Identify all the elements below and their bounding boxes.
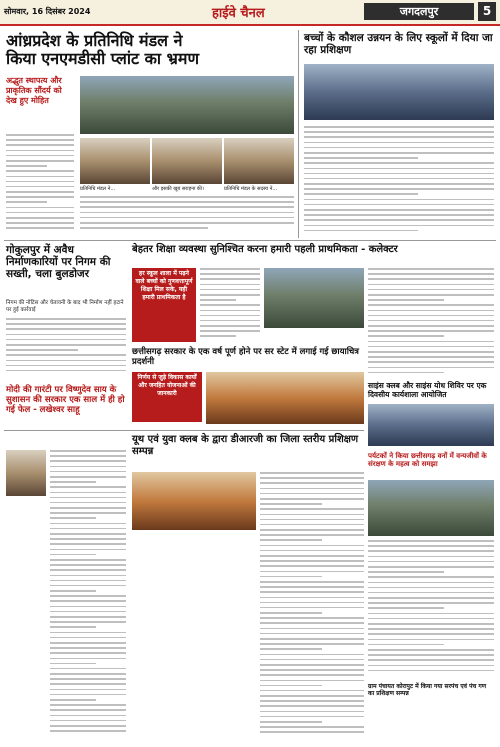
highlight-exhibition: निर्णय से जुड़े विकास कार्यों और जनहित योजनाओं की जानकारी <box>132 372 202 422</box>
headline-science: साइंस क्लब और साइंस योध शिविर पर एक दिवसीय कार्यशाला आयोजित <box>368 381 487 399</box>
headline-gokulpur: गोकुलपुर में अवैध निर्माणकारियों पर निगम की सख्ती, चला बुलडोजर <box>6 244 111 281</box>
headline-collector: बेहतर शिक्षा व्यवस्था सुनिश्चित करना हमारी पहली प्राथमिकता - कलेक्टर <box>132 244 398 255</box>
article-text-nmdc-1 <box>6 134 74 234</box>
page-header <box>0 0 500 26</box>
article-text-tourists <box>368 540 494 680</box>
newspaper-name: हाईवे चैनल <box>212 6 265 21</box>
article-text-youth-club <box>260 472 364 740</box>
headline-nmdc-line2: किया एनएमडीसी प्लांट का भ्रमण <box>6 49 200 69</box>
article-text-skills <box>304 126 494 236</box>
horizontal-rule-2 <box>4 430 364 431</box>
city-banner: जगदलपुर <box>364 3 474 20</box>
headline-nmdc-line1: आंध्रप्रदेश के प्रतिनिधि मंडल ने <box>6 31 183 50</box>
headline-tourists: पर्यटकों ने किया छत्तीसगढ़ वनों में वन्यजीवों के संरक्षण के महत्व को समझा <box>368 452 487 469</box>
kicker-nmdc: अद्भुत स्थापत्य और प्राकृतिक सौंदर्य को देख हुए मोहित <box>6 76 62 105</box>
photo-science <box>368 404 494 446</box>
photo-youth-club <box>132 472 256 530</box>
caption-nmdc-right: प्रतिनिधि मंडल के सदस्य ने... <box>224 186 278 192</box>
article-text-nmdc-2 <box>80 196 294 236</box>
pullquote-collector: हर स्कूल शाला में पढ़ने वाले बच्चों को गुणवत्तापूर्ण शिक्षा मिल सके, यही हमारी प्राथमिकता है <box>132 268 196 342</box>
photo-plant-3 <box>224 138 294 184</box>
caption-nmdc-left: प्रतिनिधि मंडल ने... <box>80 186 116 192</box>
caption-nmdc-mid: और इसकी खूब सराहना की। <box>152 186 204 192</box>
photo-collector <box>264 268 364 328</box>
article-text-lakheshwar <box>50 450 126 740</box>
photo-tourists <box>368 480 494 536</box>
photo-delegation <box>80 76 294 134</box>
headline-skills: बच्चों के कौशल उन्नयन के लिए स्कूलों में दिया जा रहा प्रशिक्षण <box>304 32 493 57</box>
column-divider <box>298 30 299 238</box>
headline-lakheshwar: मोदी की गारंटी पर विष्णुदेव साय के सुशासन की सरकार एक साल में ही हो गई फेल - लखेश्वर साहू <box>6 385 125 415</box>
edition-date: सोमवार, 16 दिसंबर 2024 <box>4 7 91 16</box>
article-text-collector-1 <box>200 268 260 342</box>
headline-exhibition: छत्तीसगढ़ सरकार के एक वर्ष पूर्ण होने पर सर स्टेट में लगाई गई छायाचित्र प्रदर्शनी <box>132 347 360 367</box>
photo-exhibition <box>206 372 364 424</box>
photo-students <box>304 64 494 120</box>
photo-lakheshwar <box>6 450 46 496</box>
page-number: 5 <box>478 2 496 21</box>
headline-panchayat-training: ग्राम पंचायत कोरापुट में किया गया सरपंच एवं पंच गण का प्रशिक्षण सम्पन्न <box>368 683 487 697</box>
subhead-gokulpur: निगम की नोटिस और चेतावनी के बाद भी निर्माण नहीं हटाने पर हुई कार्रवाई <box>6 300 124 313</box>
photo-plant-1 <box>80 138 150 184</box>
headline-nmdc <box>6 32 296 69</box>
article-text-gokulpur <box>6 318 126 378</box>
article-text-collector-2 <box>368 268 494 378</box>
horizontal-rule-1 <box>4 240 496 241</box>
photo-plant-2 <box>152 138 222 184</box>
headline-youth-club: यूथ एवं युवा क्लब के द्वारा डीआरजी का जिला स्तरीय प्रशिक्षण सम्पन्न <box>132 434 359 457</box>
